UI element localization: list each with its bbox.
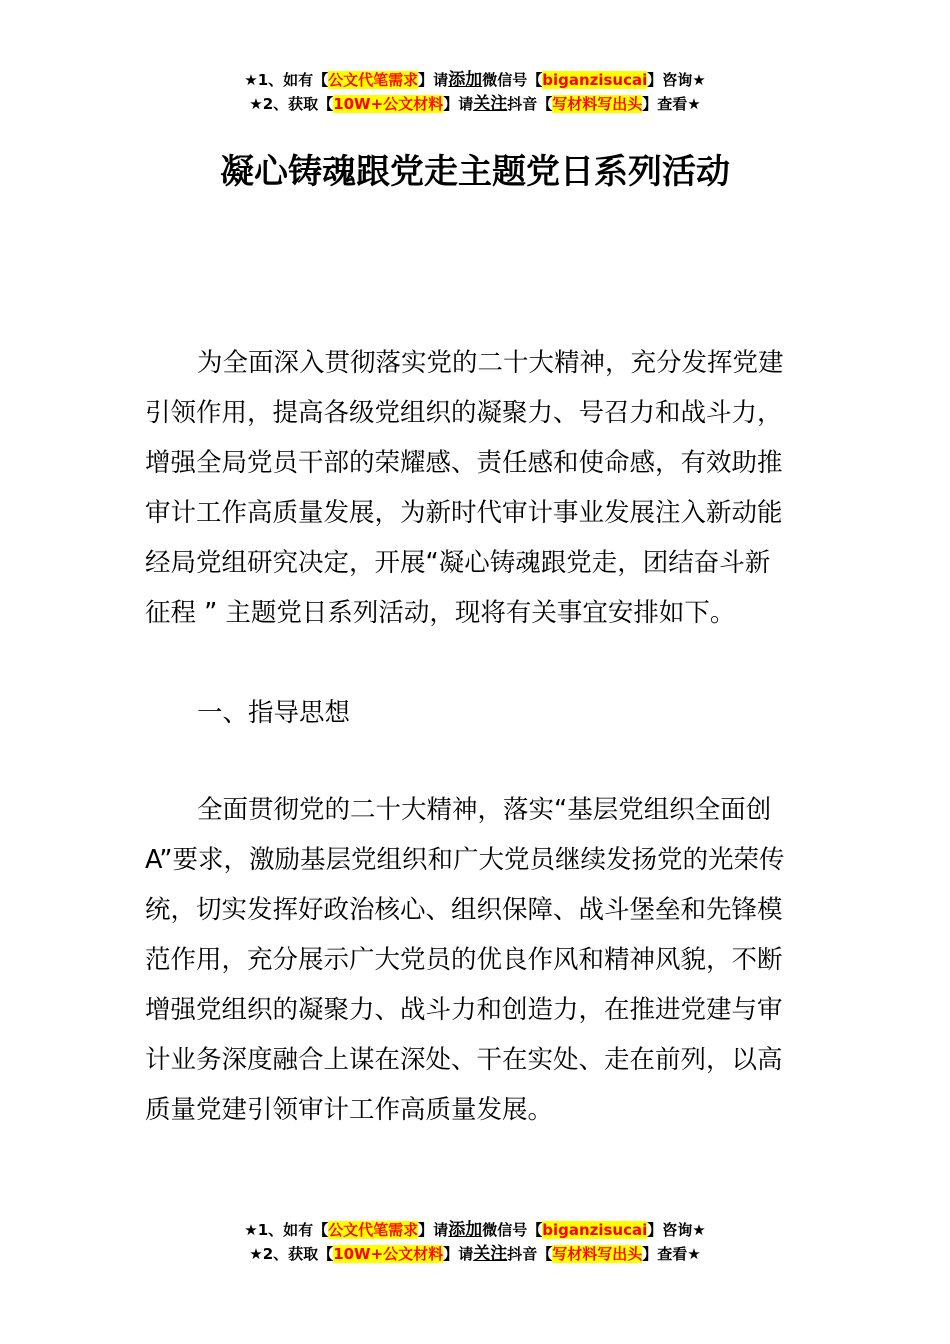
section-paragraph — [145, 785, 810, 1135]
promo-text: 抖音【 — [507, 1245, 553, 1263]
promo-emphasis: 添加 — [448, 70, 483, 90]
paragraph-line: 为全面深入贯彻落实党的二十大精神，充分发挥党建 — [197, 348, 784, 378]
promo-text: 】咨询★ — [647, 1221, 706, 1239]
promo-text: 】请 — [418, 1221, 449, 1239]
paragraph-line: 征程 ” 主题党日系列活动，现将有关事宜安排如下。 — [145, 598, 736, 628]
paragraph-line: A”要求，激励基层党组织和广大党员继续发扬党的光荣传 — [145, 845, 785, 875]
promo-line-1 — [0, 1218, 950, 1242]
paragraph-line: 计业务深度融合上谋在深处、干在实处、走在前列，以高 — [145, 1045, 783, 1075]
paragraph-line: 经局党组研究决定，开展“凝心铸魂跟党走，团结奋斗新 — [145, 548, 771, 578]
promo-highlight: 10W+公文材料 — [333, 1245, 444, 1263]
document-title: 凝心铸魂跟党走主题党日系列活动 — [220, 152, 730, 192]
promo-text: 微信号【 — [482, 71, 543, 89]
promo-emphasis: 关注 — [473, 1244, 508, 1264]
section-heading-text: 一、指导思想 — [197, 698, 351, 728]
paragraph-line: 质量党建引领审计工作高质量发展。 — [145, 1095, 554, 1125]
promo-emphasis: 关注 — [473, 94, 508, 114]
intro-paragraph — [145, 338, 810, 638]
paragraph-line: 统，切实发挥好政治核心、组织保障、战斗堡垒和先锋模 — [145, 895, 783, 925]
promo-text: ★2、获取【 — [249, 95, 334, 113]
footer-promo-banner — [0, 1218, 950, 1266]
promo-text: 】请 — [418, 71, 449, 89]
promo-douyin-id: 写材料写出头 — [552, 95, 643, 113]
promo-text: 】查看★ — [642, 95, 701, 113]
promo-wechat-id: biganzisucai — [542, 71, 648, 89]
promo-douyin-id: 写材料写出头 — [552, 1245, 643, 1263]
header-promo-banner — [0, 68, 950, 116]
section-heading — [145, 688, 810, 738]
promo-line-2 — [0, 92, 950, 116]
promo-text: 抖音【 — [507, 95, 553, 113]
paragraph-line: 审计工作高质量发展，为新时代审计事业发展注入新动能 — [145, 498, 783, 528]
promo-text: 】查看★ — [642, 1245, 701, 1263]
promo-line-1 — [0, 68, 950, 92]
paragraph-line: 增强全局党员干部的荣耀感、责任感和使命感，有效助推 — [145, 448, 783, 478]
promo-text: 】咨询★ — [647, 71, 706, 89]
paragraph-line: 引领作用，提高各级党组织的凝聚力、号召力和战斗力， — [145, 398, 783, 428]
promo-highlight: 10W+公文材料 — [333, 95, 444, 113]
promo-text: ★1、如有【 — [244, 71, 329, 89]
promo-line-2 — [0, 1242, 950, 1266]
promo-wechat-id: biganzisucai — [542, 1221, 648, 1239]
promo-highlight: 公文代笔需求 — [328, 71, 419, 89]
promo-text: ★1、如有【 — [244, 1221, 329, 1239]
paragraph-line: 范作用，充分展示广大党员的优良作风和精神风貌，不断 — [145, 945, 783, 975]
promo-text: ★2、获取【 — [249, 1245, 334, 1263]
promo-text: 】请 — [443, 1245, 474, 1263]
promo-text: 】请 — [443, 95, 474, 113]
paragraph-line: 全面贯彻党的二十大精神，落实“基层党组织全面创 — [197, 795, 772, 825]
promo-text: 微信号【 — [482, 1221, 543, 1239]
paragraph-line: 增强党组织的凝聚力、战斗力和创造力，在推进党建与审 — [145, 995, 783, 1025]
promo-highlight: 公文代笔需求 — [328, 1221, 419, 1239]
promo-emphasis: 添加 — [448, 1220, 483, 1240]
